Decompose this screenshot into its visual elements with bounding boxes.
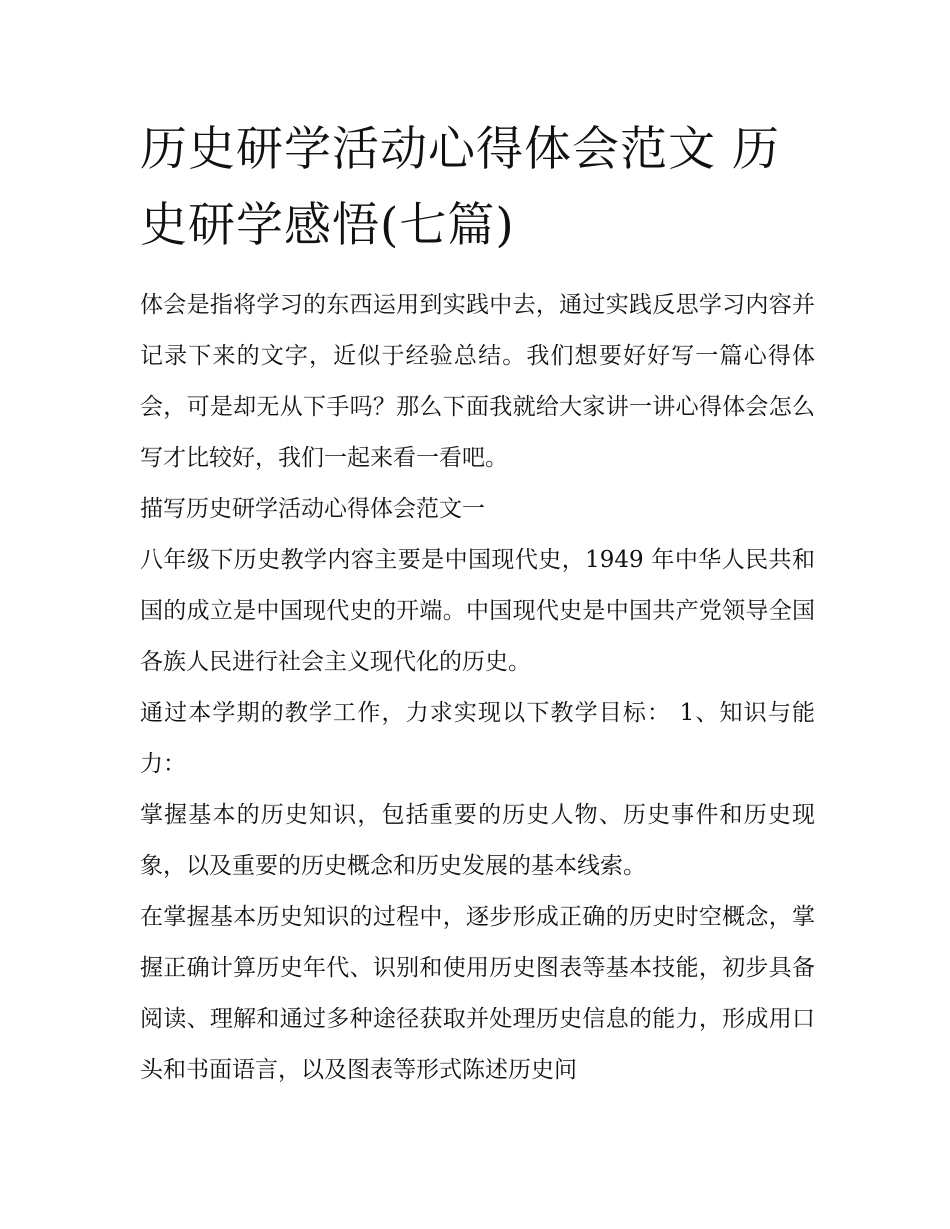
body-paragraph: 在掌握基本历史知识的过程中，逐步形成正确的历史时空概念，掌握正确计算历史年代、识别和使用历史图表等基本技能，初步具备阅读、理解和通过多种途径获取并处理历史信息的能力，形成用口头和书面语言，以及图表等形式陈述历史问 bbox=[140, 904, 815, 1083]
document-title: 历史研学活动心得体会范文 历史研学感悟(七篇) bbox=[140, 122, 780, 253]
body-paragraph: 八年级下历史教学内容主要是中国现代史，1949 年中华人民共和国的成立是中国现代史的开端。中国现代史是中国共产党领导全国各族人民进行社会主义现代化的历史。 bbox=[140, 547, 815, 675]
document-body bbox=[140, 112, 815, 1096]
intro-paragraph: 体会是指将学习的东西运用到实践中去，通过实践反思学习内容并记录下来的文字，近似于经验总结。我们想要好好写一篇心得体会，可是却无从下手吗？那么下面我就给大家讲一讲心得体会怎么写才比较好，我们一起来看一看吧。 bbox=[140, 292, 815, 471]
body-paragraph: 掌握基本的历史知识，包括重要的历史人物、历史事件和历史现象，以及重要的历史概念和历史发展的基本线索。 bbox=[140, 802, 815, 879]
section-heading: 描写历史研学活动心得体会范文一 bbox=[140, 496, 485, 522]
body-paragraph: 通过本学期的教学工作，力求实现以下教学目标： 1、知识与能力： bbox=[140, 700, 815, 777]
